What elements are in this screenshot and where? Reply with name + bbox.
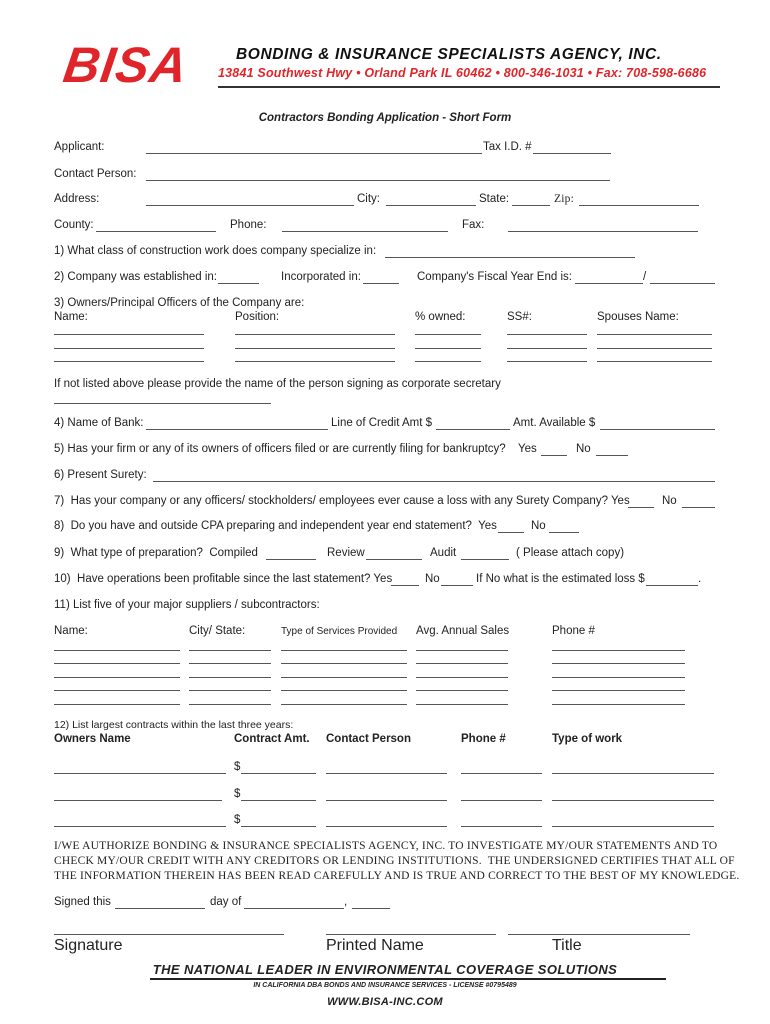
bankruptcy-yes-label: Yes bbox=[518, 443, 537, 455]
loss-no-field[interactable] bbox=[682, 507, 715, 508]
contract-amt-header: Contract Amt. bbox=[234, 733, 310, 745]
cpa-yes-field[interactable] bbox=[498, 532, 524, 533]
contract-owner-header: Owners Name bbox=[54, 733, 131, 745]
compiled-field[interactable] bbox=[266, 559, 316, 560]
supplier-name-field[interactable] bbox=[54, 663, 180, 664]
officer-spouse-field[interactable] bbox=[597, 361, 712, 362]
supplier-sales-field[interactable] bbox=[416, 677, 508, 678]
bisa-logo: BISA bbox=[60, 37, 192, 93]
estimated-loss-field[interactable] bbox=[646, 585, 698, 586]
taxid-label: Tax I.D. # bbox=[483, 141, 532, 153]
zip-label: Zip: bbox=[554, 193, 574, 205]
phone-label: Phone: bbox=[230, 219, 267, 231]
supplier-city-field[interactable] bbox=[189, 704, 271, 705]
estimated-loss-period: . bbox=[698, 573, 702, 585]
authorization-line-3: THE INFORMATION THEREIN HAS BEEN READ CAREFULLY AND IS TRUE AND CORRECT TO THE BEST OF MY KNOWLEDGE. bbox=[54, 870, 740, 882]
officer-name-field[interactable] bbox=[54, 348, 204, 349]
secretary-label: If not listed above please provide the name of the person signing as corporate secretary bbox=[54, 378, 501, 390]
footer-divider bbox=[150, 978, 666, 980]
officer-owned-field[interactable] bbox=[415, 348, 481, 349]
title-line[interactable] bbox=[508, 934, 690, 935]
supplier-phone-field[interactable] bbox=[552, 650, 685, 651]
officer-ss-header: SS#: bbox=[507, 311, 532, 323]
authorization-line-1: I/WE AUTHORIZE BONDING & INSURANCE SPECIALISTS AGENCY, INC. TO INVESTIGATE MY/OUR STATEMENTS AND TO bbox=[54, 840, 718, 852]
fax-field[interactable] bbox=[508, 231, 698, 232]
attach-note: ( Please attach copy) bbox=[516, 547, 625, 559]
audit-field[interactable] bbox=[461, 559, 509, 560]
surety-field[interactable] bbox=[153, 481, 715, 482]
contract-phone-header: Phone # bbox=[461, 733, 506, 745]
q1-field[interactable] bbox=[385, 257, 635, 258]
loss-no-label: No bbox=[662, 495, 677, 507]
supplier-phone-field[interactable] bbox=[552, 704, 685, 705]
bankruptcy-label: 5) Has your firm or any of its owners of officers filed or are currently filing for bankruptcy? bbox=[54, 443, 506, 455]
supplier-phone-field[interactable] bbox=[552, 663, 685, 664]
officer-owned-header: % owned: bbox=[415, 311, 466, 323]
supplier-name-field[interactable] bbox=[54, 650, 180, 651]
officer-position-field[interactable] bbox=[235, 361, 395, 362]
contact-label: Contact Person: bbox=[54, 168, 137, 180]
signed-comma: , bbox=[344, 896, 348, 908]
contract-amt-field[interactable] bbox=[241, 800, 316, 801]
contract-contact-field[interactable] bbox=[326, 826, 447, 827]
officer-position-header: Position: bbox=[235, 311, 280, 323]
phone-field[interactable] bbox=[282, 231, 448, 232]
contact-field[interactable] bbox=[146, 180, 610, 181]
officer-name-field[interactable] bbox=[54, 334, 204, 335]
contract-contact-header: Contact Person bbox=[326, 733, 411, 745]
fiscal-month-field[interactable] bbox=[575, 283, 643, 284]
footer-license: IN CALIFORNIA DBA BONDS AND INSURANCE SERVICES - LICENSE #0795489 bbox=[253, 982, 517, 989]
officer-position-field[interactable] bbox=[235, 348, 395, 349]
contract-dollar: $ bbox=[234, 814, 241, 826]
bankruptcy-no-field[interactable] bbox=[596, 455, 628, 456]
city-field[interactable] bbox=[386, 205, 476, 206]
contract-dollar: $ bbox=[234, 761, 241, 773]
supplier-name-field[interactable] bbox=[54, 677, 180, 678]
footer-tagline: THE NATIONAL LEADER IN ENVIRONMENTAL COVERAGE SOLUTIONS bbox=[152, 962, 618, 977]
cpa-no-label: No bbox=[531, 520, 546, 532]
supplier-name-field[interactable] bbox=[54, 704, 180, 705]
contract-work-field[interactable] bbox=[552, 826, 714, 827]
cpa-no-field[interactable] bbox=[549, 532, 579, 533]
contract-phone-field[interactable] bbox=[461, 826, 542, 827]
cpa-label: 8) Do you have and outside CPA preparing and independent year end statement? Yes bbox=[54, 520, 497, 532]
supplier-type-field[interactable] bbox=[281, 650, 407, 651]
contract-phone-field[interactable] bbox=[461, 773, 542, 774]
loss-yes-field[interactable] bbox=[628, 507, 654, 508]
supplier-type-field[interactable] bbox=[281, 677, 407, 678]
review-label: Review bbox=[327, 547, 365, 559]
authorization-line-2: CHECK MY/OUR CREDIT WITH ANY CREDITORS OR LENDING INSTITUTIONS. THE UNDERSIGNED CERTIFIES THAT ALL OF bbox=[54, 855, 735, 867]
supplier-city-field[interactable] bbox=[189, 663, 271, 664]
header-divider bbox=[218, 86, 720, 88]
contract-phone-field[interactable] bbox=[461, 800, 542, 801]
officer-ss-field[interactable] bbox=[507, 334, 587, 335]
contract-amt-field[interactable] bbox=[241, 826, 316, 827]
profitable-no-field[interactable] bbox=[441, 585, 473, 586]
q3-label: 3) Owners/Principal Officers of the Company are: bbox=[54, 297, 305, 309]
supplier-type-field[interactable] bbox=[281, 690, 407, 691]
contract-dollar: $ bbox=[234, 788, 241, 800]
state-field[interactable] bbox=[512, 205, 550, 206]
printed-name-line[interactable] bbox=[326, 934, 496, 935]
supplier-sales-header: Avg. Annual Sales bbox=[416, 625, 510, 637]
loss-label: 7) Has your company or any officers/ stockholders/ employees ever cause a loss with any Surety Company? Yes bbox=[54, 495, 630, 507]
secretary-field[interactable] bbox=[54, 403, 271, 404]
city-label: City: bbox=[357, 193, 380, 205]
credit-field[interactable] bbox=[436, 429, 510, 430]
supplier-name-header: Name: bbox=[54, 625, 88, 637]
incorporated-label: Incorporated in: bbox=[281, 271, 361, 283]
signed-this-label: Signed this bbox=[54, 896, 111, 908]
contract-contact-field[interactable] bbox=[326, 773, 447, 774]
profitable-label: 10) Have operations been profitable since the last statement? Yes bbox=[54, 573, 393, 585]
day-of-label: day of bbox=[210, 896, 242, 908]
surety-label: 6) Present Surety: bbox=[54, 469, 147, 481]
contract-work-header: Type of work bbox=[552, 733, 623, 745]
signed-day-field[interactable] bbox=[115, 908, 205, 909]
supplier-phone-field[interactable] bbox=[552, 690, 685, 691]
supplier-name-field[interactable] bbox=[54, 690, 180, 691]
contract-owner-field[interactable] bbox=[54, 826, 226, 827]
contract-owner-field[interactable] bbox=[54, 800, 222, 801]
estimated-loss-label: If No what is the estimated loss $ bbox=[476, 573, 645, 585]
address-label: Address: bbox=[54, 193, 100, 205]
supplier-sales-field[interactable] bbox=[416, 650, 508, 651]
signed-month-field[interactable] bbox=[244, 908, 344, 909]
credit-label: Line of Credit Amt $ bbox=[331, 417, 432, 429]
profitable-no-label: No bbox=[425, 573, 440, 585]
supplier-type-field[interactable] bbox=[281, 704, 407, 705]
bank-field[interactable] bbox=[146, 429, 328, 430]
title-label: Title bbox=[552, 937, 582, 954]
available-label: Amt. Available $ bbox=[513, 417, 596, 429]
state-label: State: bbox=[479, 193, 510, 205]
printed-name-label: Printed Name bbox=[326, 937, 424, 954]
supplier-phone-header: Phone # bbox=[552, 625, 595, 637]
supplier-sales-field[interactable] bbox=[416, 690, 508, 691]
suppliers-label: 11) List five of your major suppliers / subcontractors: bbox=[54, 599, 320, 611]
contract-owner-field[interactable] bbox=[54, 773, 226, 774]
fiscal-slash: / bbox=[643, 271, 647, 283]
signed-year-field[interactable] bbox=[352, 908, 390, 909]
officer-name-field[interactable] bbox=[54, 361, 204, 362]
applicant-label: Applicant: bbox=[54, 141, 105, 153]
bank-label: 4) Name of Bank: bbox=[54, 417, 144, 429]
supplier-city-field[interactable] bbox=[189, 677, 271, 678]
supplier-phone-field[interactable] bbox=[552, 677, 685, 678]
supplier-type-header: Type of Services Provided bbox=[281, 626, 398, 637]
county-field[interactable] bbox=[96, 231, 216, 232]
contract-work-field[interactable] bbox=[552, 800, 714, 801]
signature-line[interactable] bbox=[54, 934, 284, 935]
supplier-city-header: City/ State: bbox=[189, 625, 246, 637]
fax-label: Fax: bbox=[462, 219, 485, 231]
fiscal-day-field[interactable] bbox=[650, 283, 715, 284]
established-field[interactable] bbox=[218, 283, 259, 284]
county-label: County: bbox=[54, 219, 94, 231]
q2-established-label: 2) Company was established in: bbox=[54, 271, 217, 283]
available-field[interactable] bbox=[600, 429, 715, 430]
preparation-label: 9) What type of preparation? Compiled bbox=[54, 547, 258, 559]
taxid-field[interactable] bbox=[533, 153, 611, 154]
officer-spouse-field[interactable] bbox=[597, 348, 712, 349]
supplier-sales-field[interactable] bbox=[416, 663, 508, 664]
contract-amt-field[interactable] bbox=[241, 773, 316, 774]
company-name: BONDING & INSURANCE SPECIALISTS AGENCY, INC. bbox=[236, 46, 662, 63]
incorporated-field[interactable] bbox=[363, 283, 399, 284]
officer-owned-field[interactable] bbox=[415, 334, 481, 335]
fiscal-label: Company's Fiscal Year End is: bbox=[417, 271, 572, 283]
profitable-yes-field[interactable] bbox=[391, 585, 419, 586]
officer-spouse-field[interactable] bbox=[597, 334, 712, 335]
officer-spouse-header: Spouses Name: bbox=[597, 311, 679, 323]
applicant-field[interactable] bbox=[146, 153, 482, 154]
officer-position-field[interactable] bbox=[235, 334, 395, 335]
bankruptcy-yes-field[interactable] bbox=[541, 455, 567, 456]
form-title: Contractors Bonding Application - Short Form bbox=[258, 112, 512, 124]
contracts-label: 12) List largest contracts within the last three years: bbox=[54, 719, 294, 731]
company-address: 13841 Southwest Hwy • Orland Park IL 60462 • 800-346-1031 • Fax: 708-598-6686 bbox=[218, 66, 707, 80]
bankruptcy-no-label: No bbox=[576, 443, 591, 455]
zip-field[interactable] bbox=[579, 205, 699, 206]
officer-ss-field[interactable] bbox=[507, 361, 587, 362]
review-field[interactable] bbox=[366, 559, 422, 560]
supplier-sales-field[interactable] bbox=[416, 704, 508, 705]
officer-name-header: Name: bbox=[54, 311, 88, 323]
contract-work-field[interactable] bbox=[552, 773, 714, 774]
contract-contact-field[interactable] bbox=[326, 800, 447, 801]
supplier-type-field[interactable] bbox=[281, 663, 407, 664]
address-field[interactable] bbox=[146, 205, 354, 206]
officer-ss-field[interactable] bbox=[507, 348, 587, 349]
q1-label: 1) What class of construction work does company specialize in: bbox=[54, 245, 377, 257]
officer-owned-field[interactable] bbox=[415, 361, 481, 362]
supplier-city-field[interactable] bbox=[189, 690, 271, 691]
audit-label: Audit bbox=[430, 547, 457, 559]
supplier-city-field[interactable] bbox=[189, 650, 271, 651]
signature-label: Signature bbox=[54, 937, 123, 954]
footer-url-link[interactable]: WWW.BISA-INC.COM bbox=[327, 996, 443, 1008]
